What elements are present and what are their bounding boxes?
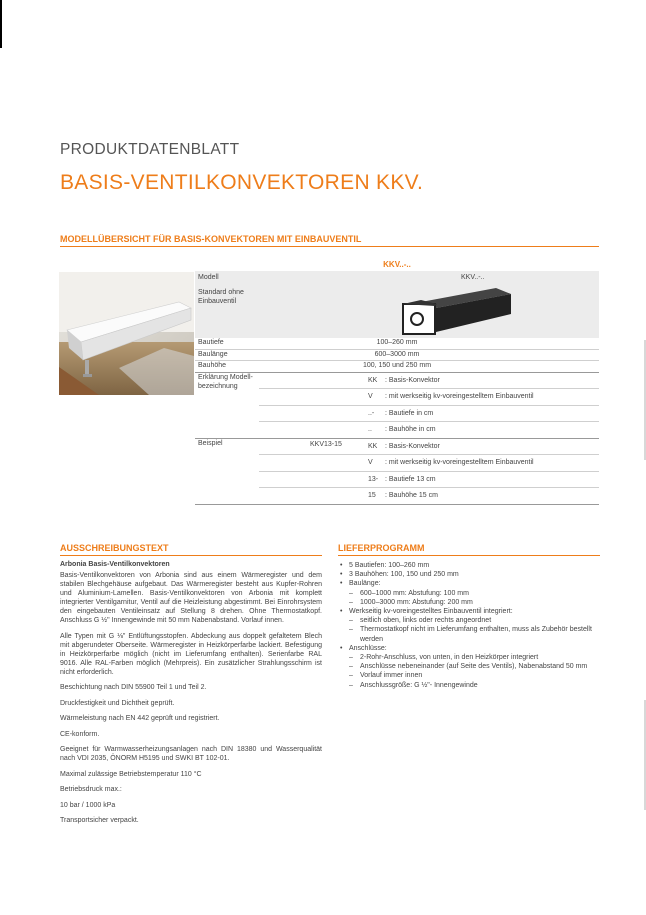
text-paragraph: Geeignet für Warmwasserheizungsanlagen nach DIN 18380 und Wasserqualität nach VDI 2035, ÖNORM H5195 und SWKI BT 102-01. (60, 746, 322, 762)
overview-heading: MODELLÜBERSICHT FÜR BASIS-KONVEKTOREN MIT EINBAUVENTIL (60, 234, 362, 244)
explanation-row (259, 422, 599, 438)
code-cell: V (368, 459, 373, 466)
list-subitem: – Anschlussgröße: G ½"- Innengewinde (338, 681, 600, 690)
desc-cell: : mit werkseitig kv-voreingestelltem Einbauventil (385, 459, 534, 466)
model-header-cell (195, 271, 599, 338)
spec-row (195, 338, 599, 350)
list-subitem: – 2-Rohr-Anschluss, von unten, in den Heizkörper integriert (338, 653, 600, 662)
desc-cell: : Bauhöhe in cm (385, 426, 436, 433)
list-subitem: – 1000–3000 mm: Abstufung: 200 mm (338, 598, 600, 607)
code-cell: ..- (368, 409, 375, 417)
text-paragraph: Betriebsdruck max.: (60, 786, 122, 793)
spec-value: 100, 150 und 250 mm (362, 362, 432, 369)
lieferprogramm-list (338, 561, 600, 690)
ausschreibung-rule (60, 555, 322, 556)
desc-cell: : Bautiefe 13 cm (385, 475, 436, 483)
model-value: KKV..-.. (461, 274, 485, 281)
text-paragraph: Alle Typen mit G ⅛" Entlüftungsstopfen. Abdeckung aus doppelt gefaltetem Blech mit abgerundeter Oberseite. Wärmeregister in Heizkörperfarbe lackiert. Befestigung in Heizkörperfarbe möglich (nicht im Lieferumfang enthalten). Serienfarbe RAL 9016. Alle RAL-Farben möglich (Mehrpreis). Ein zusätzlicher Strahlungsschirm ist nicht erforderlich. (60, 632, 322, 676)
spec-value: 600–3000 mm (374, 350, 420, 358)
explanation-row (259, 406, 599, 423)
desc-cell: : Basis-Konvektor (385, 442, 440, 450)
text-paragraph: Maximal zulässige Betriebstemperatur 110 °C (60, 770, 202, 778)
example-value: KKV13-15 (310, 440, 342, 448)
spec-label: Baulänge (198, 350, 228, 358)
spec-value: 100–260 mm (376, 339, 418, 346)
example-row (259, 472, 599, 489)
example-block (195, 439, 599, 505)
code-cell: KK (368, 376, 378, 384)
list-item: • Baulänge: (338, 579, 600, 588)
list-item: • 3 Bauhöhen: 100, 150 und 250 mm (338, 570, 600, 579)
model-description: Standard ohne Einbauventil (198, 289, 244, 305)
model-overview-table (195, 257, 599, 505)
lieferprogramm-heading: LIEFERPROGRAMM (338, 543, 425, 553)
ausschreibung-heading: AUSSCHREIBUNGSTEXT (60, 543, 169, 553)
list-item: • Werkseitig kv-voreingestelltes Einbauventil integriert: (338, 607, 600, 616)
text-paragraph: Beschichtung nach DIN 55900 Teil 1 und Teil 2. (60, 684, 207, 691)
code-cell: .. (368, 426, 372, 433)
desc-cell: : Bauhöhe 15 cm (385, 492, 438, 499)
list-subitem: – Anschlüsse nebeneinander (auf Seite des Ventils), Nabenabstand 50 mm (338, 662, 600, 671)
document-subtitle: PRODUKTDATENBLATT (60, 141, 240, 158)
list-subitem: – 600–1000 mm: Abstufung: 100 mm (338, 589, 600, 598)
document-title: BASIS-VENTILKONVEKTOREN KKV. (60, 171, 424, 194)
text-paragraph: Druckfestigkeit und Dichtheit geprüft. (60, 699, 175, 707)
explanation-label: Erklärung Modell-bezeichnung (198, 373, 253, 390)
table-column-header: KKV..-.. (383, 260, 411, 269)
text-paragraph: Basis-Ventilkonvektoren von Arbonia sind aus einem Wärmeregister und dem stabilen Blechgehäuse aufgebaut. Das Wärmeregister besteht aus Kupfer-Rohren und Aluminium-Lamellen. Basis-Ventilkonvektoren von Arbonia mit komplett integrierter Ventilgarnitur, Ventil auf die Heizleistung abgestimmt. Bei Einrohrsystem den eingebauten Ventileinsatz auf Stellung 8 drehen. Ohne Thermostatkopf. Anschluss G ½" Innengewinde mit 50 mm Nabenabstand. Vorlauf innen. (60, 572, 322, 624)
explanation-row (259, 389, 599, 406)
example-label: Beispiel (198, 439, 223, 447)
desc-cell: : Bautiefe in cm (385, 409, 434, 417)
list-item: • 5 Bautiefen: 100–260 mm (338, 561, 600, 570)
model-label: Modell (198, 274, 219, 281)
ausschreibung-text (60, 560, 322, 832)
list-subitem: – Vorlauf immer innen (338, 671, 600, 680)
convector-profile-icon (401, 286, 513, 336)
code-cell: KK (368, 442, 378, 450)
product-photo (59, 272, 194, 395)
page-edge-mark (0, 0, 2, 48)
code-cell: V (368, 393, 373, 400)
code-cell: 15 (368, 492, 376, 499)
text-paragraph: CE-konform. (60, 730, 100, 738)
explanation-row (259, 373, 599, 390)
explanation-block (195, 373, 599, 439)
overview-rule (60, 246, 599, 247)
text-paragraph: 10 bar / 1000 kPa (60, 801, 116, 809)
spec-label: Bautiefe (198, 339, 224, 346)
text-paragraph: Wärmeleistung nach EN 442 geprüft und registriert. (60, 715, 220, 722)
lieferprogramm-rule (338, 555, 600, 556)
text-paragraph: Transportsicher verpackt. (60, 817, 139, 824)
example-row (259, 488, 599, 504)
list-subitem: – Thermostatkopf nicht im Lieferumfang enthalten, muss als Zubehör bestellt werden (338, 625, 600, 643)
desc-cell: : mit werkseitig kv-voreingestelltem Einbauventil (385, 393, 534, 400)
list-subitem: – seitlich oben, links oder rechts angeordnet (338, 616, 600, 625)
desc-cell: : Basis-Konvektor (385, 376, 440, 384)
code-cell: 13- (368, 475, 379, 483)
spec-label: Bauhöhe (198, 362, 227, 369)
list-item: • Anschlüsse: (338, 644, 600, 653)
spec-row (195, 361, 599, 373)
spec-row (195, 350, 599, 362)
ausschreibung-subheading: Arbonia Basis-Ventilkonvektoren (60, 561, 170, 568)
example-row (259, 439, 599, 456)
example-row (259, 455, 599, 472)
